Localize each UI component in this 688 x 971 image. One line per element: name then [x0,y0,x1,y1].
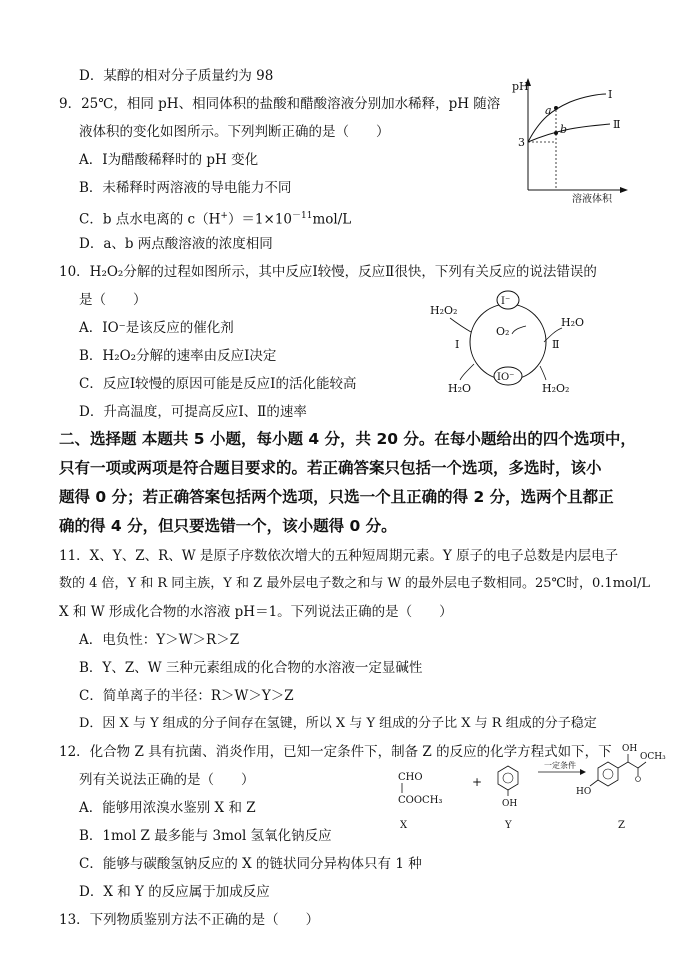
section2-heading-line3: 题得 0 分；若正确答案包括两个选项，只选一个且正确的得 2 分，选两个且都正 [59,488,614,506]
q9-option-c-sup1: + [220,211,228,221]
q10-option-c: C．反应Ⅰ较慢的原因可能是反应Ⅰ的活化能较高 [79,376,357,392]
q12-stem-line2: 列有关说法正确的是（ ） [79,772,255,788]
q12-x-ester: COOCH₃ [398,795,443,806]
section2-heading-line4: 确的得 4 分，但只要选错一个，该小题得 0 分。 [59,517,397,535]
q9-curve-2-label: Ⅱ [613,118,621,131]
q11-option-d: D．因 X 与 Y 组成的分子间存在氢键，所以 X 与 Y 组成的分子比 X 与 R 组成的分子稳定 [79,716,597,731]
q10-oxygen-arrow [512,326,526,334]
q12-option-c: C．能够与碳酸氢钠反应的 X 的链状同分异构体只有 1 种 [79,856,422,872]
q10-h2o-right: H₂O [561,316,585,329]
q9-curve-2 [528,124,610,142]
q11-option-a: A．电负性：Y＞W＞R＞Z [79,632,240,648]
q9-option-a: A．Ⅰ为醋酸稀释时的 pH 变化 [79,152,259,168]
q10-h2o-left-arrow [460,364,474,380]
q10-stem-line1: 10．H₂O₂分解的过程如图所示，其中反应Ⅰ较慢，反应Ⅱ很快，下列有关反应的说法错误的 [59,264,597,280]
q12-label-z: Z [618,820,625,831]
section2-heading-line1: 二、选择题 本题共 5 小题，每小题 4 分，共 20 分。在每小题给出的四个选项中， [59,430,636,448]
q10-h2o2-left: H₂O₂ [430,304,458,317]
q12-reaction-figure [392,742,666,832]
q12-x-cho: CHO [398,772,423,783]
q10-option-d: D．升高温度，可提高反应Ⅰ、Ⅱ的速率 [79,404,307,420]
q12-z-chain-2 [628,762,638,768]
q12-z-oh: OH [622,744,638,754]
q9-option-c [79,207,351,229]
section2-heading-line2: 只有一项或两项是符合题目要求的。若正确答案只包括一个选项，多选时，该小 [59,459,602,477]
q12-y-oh: OH [502,799,518,809]
q11-stem-line1: 11．X、Y、Z、R、W 是原子序数依次增大的五种短周期元素。Y 原子的电子总数是内层电子 [59,548,619,564]
q9-ph-dilution-figure [510,74,630,204]
q9-label-a: a [545,104,552,117]
q12-condition: 一定条件 [544,761,576,770]
q12-z-ring [598,762,618,786]
q12-z-ho: HO [576,787,592,797]
q9-option-c-sup2: －11 [292,211,313,221]
q12-z-carbonyl-o [636,777,641,782]
q9-curve-1-label: Ⅰ [608,88,613,101]
q10-hypoiodite: IO⁻ [497,372,515,383]
q12-z-chain-1 [618,762,628,768]
q9-option-d: D．a、b 两点酸溶液的浓度相同 [79,236,273,252]
q10-h2o-left: H₂O [448,382,472,395]
q9-x-label: 溶液体积 [572,194,612,205]
q10-h2o2-right-arrow [540,366,546,380]
q10-oxygen: O₂ [496,325,510,338]
q9-option-c-part3: mol/L [312,211,352,228]
q9-stem-line2: 液体积的变化如图所示。下列判断正确的是（ ） [79,124,390,140]
q10-iodide: I⁻ [501,296,511,307]
q8-option-d: D．某醇的相对分子质量约为 98 [79,68,274,84]
q12-y-ring-inner [503,773,513,783]
q9-stem-line1: 9．25℃，相同 pH、相同体积的盐酸和醋酸溶液分别加水稀释，pH 随溶 [59,96,501,112]
q9-y-tick: 3 [518,136,525,149]
q9-option-c-part2: ）＝1×10 [227,211,293,228]
q12-y-ring [498,766,518,790]
q12-z-och3: OCH₃ [640,752,666,762]
q9-point-a [554,106,558,110]
q11-option-b: B．Y、Z、W 三种元素组成的化合物的水溶液一定显碱性 [79,660,423,676]
q13-stem: 13．下列物质鉴别方法不正确的是（ ） [59,912,320,928]
q12-option-b: B．1mol Z 最多能与 3mol 氢氧化钠反应 [79,828,332,844]
q10-h2o2-right: H₂O₂ [542,382,570,395]
q9-point-b [554,131,558,135]
q12-plus: + [472,775,483,789]
q12-option-d: D．X 和 Y 的反应属于加成反应 [79,884,270,900]
q12-arrow-head [580,769,586,775]
q12-z-ring-inner [603,769,613,779]
q9-label-b: b [560,123,568,136]
q10-cycle-figure [422,288,592,400]
q11-stem-line2: 数的 4 倍，Y 和 R 同主族，Y 和 Z 最外层电子数之和与 W 的最外层电子数相同。25℃时，0.1mol/L [59,576,651,591]
q11-stem-line3: X 和 W 形成化合物的水溶液 pH＝1。下列说法正确的是（ ） [59,604,453,620]
q12-label-y: Y [505,820,512,831]
q12-label-x: X [400,820,408,831]
q9-option-c-part1: C．b 点水电离的 c（H [79,211,221,228]
q10-reaction-2: Ⅱ [552,338,560,351]
q10-stem-line2: 是（ ） [79,292,147,308]
q9-option-b: B．未稀释时两溶液的导电能力不同 [79,180,292,196]
q10-option-b: B．H₂O₂分解的速率由反应Ⅰ决定 [79,348,277,364]
q12-stem-line1: 12．化合物 Z 具有抗菌、消炎作用，已知一定条件下，制备 Z 的反应的化学方程式如下，下 [59,744,612,760]
q10-reaction-1: Ⅰ [455,338,460,351]
q10-h2o2-left-arrow [450,318,471,332]
q12-z-ho-bond [590,780,598,786]
q10-option-a: A．IO⁻是该反应的催化剂 [79,320,234,336]
q11-option-c: C．简单离子的半径：R＞W＞Y＞Z [79,688,294,704]
q9-y-label: pH [512,80,529,93]
q9-x-axis-arrow [620,187,628,193]
q12-option-a: A．能够用浓溴水鉴别 X 和 Z [79,800,256,816]
q12-z-chain-3 [638,762,646,768]
